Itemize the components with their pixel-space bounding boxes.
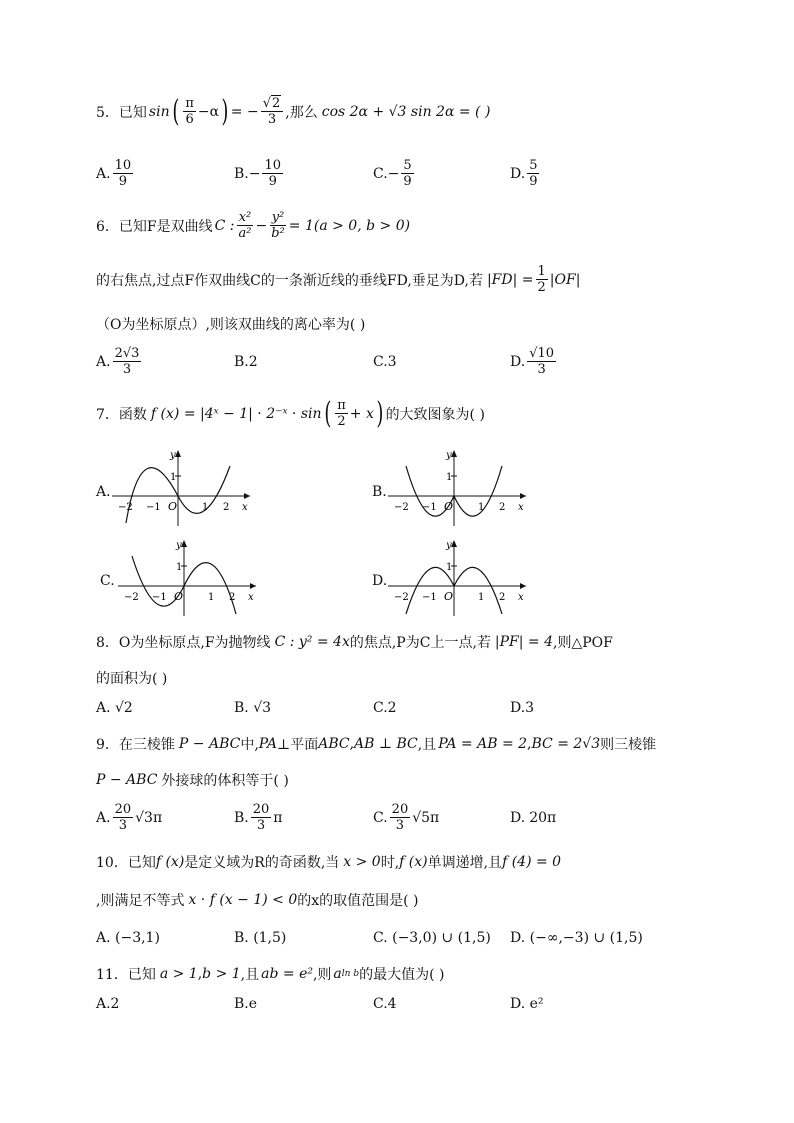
q6-stem-line2: 的右焦点,过点F作双曲线C的一条渐近线的垂线FD,垂足为D,若 |FD| = $\frac{1}{2}$ |OF| — [96, 264, 581, 295]
q9-stem-line1: 9．在三棱锥 P − ABC 中, PA ⊥平面 ABC , AB ⊥ BC ,且 PA = AB = 2 , BC = 2√3 则三棱锥 — [96, 736, 657, 753]
svg-text:−1: −1 — [422, 592, 437, 603]
q5-number: 5．已知 — [96, 104, 147, 121]
svg-text:x: x — [518, 592, 524, 603]
svg-text:1: 1 — [208, 592, 215, 603]
svg-text:−2: −2 — [394, 592, 409, 603]
x-tick-2: 2 — [223, 502, 230, 513]
q6-option-a[interactable]: A. $\frac{2√3}{3}$ — [96, 346, 140, 377]
q7-stem: 7．函数 f (x) = |4ˣ − 1| · 2⁻ˣ · sin ( $\frac{\pi}{2}$ + x ) 的大致图象为( ) — [96, 395, 485, 431]
q8-stem-line1: 8．O为坐标原点,F为抛物线 C : y² = 4x 的焦点,P为C上一点,若 |PF| = 4 ,则△POF — [96, 634, 613, 651]
q5-rparen: ) — [221, 93, 229, 129]
q8-option-a[interactable]: A. √2 — [96, 700, 133, 716]
svg-text:y: y — [446, 540, 452, 551]
q6-stem-line3: （O为坐标原点）,则该双曲线的离心率为( ) — [96, 317, 366, 333]
q5-expr: cos 2α + √3 sin 2α = ( ) — [321, 103, 491, 120]
q5-sqrt2-over-3: $\frac{√2}{3}$ — [261, 96, 284, 127]
q7-option-a-label[interactable]: A. — [96, 484, 111, 500]
q9-option-b[interactable]: B. $\frac{20}{3}$ π — [234, 802, 283, 833]
q6-option-d[interactable]: D. $\frac{√10}{3}$ — [510, 346, 555, 377]
q5-pi-over-6: $\frac{\pi}{6}$ — [185, 96, 194, 127]
q5-eq: = − — [230, 103, 259, 120]
svg-text:y: y — [176, 540, 182, 551]
q5-option-c[interactable]: C. − $\frac{5}{9}$ — [373, 158, 412, 189]
q11-option-d[interactable]: D. e² — [510, 996, 544, 1012]
q7-graph-b[interactable] — [388, 448, 528, 528]
y-tick-1: 1 — [170, 472, 177, 483]
svg-text:y: y — [446, 450, 452, 461]
x-tick-m2: −2 — [118, 502, 133, 513]
q10-option-d[interactable]: D. (−∞,−3) ∪ (1,5) — [510, 930, 643, 946]
svg-text:−2: −2 — [124, 592, 139, 603]
q8-option-c[interactable]: C.2 — [373, 700, 397, 716]
q6-option-b[interactable]: B.2 — [234, 354, 258, 370]
svg-text:1: 1 — [446, 472, 453, 483]
q9-option-d[interactable]: D. 20π — [510, 810, 557, 826]
q7-graph-a[interactable] — [112, 448, 252, 528]
svg-text:O: O — [444, 500, 454, 513]
q7-option-b-label[interactable]: B. — [372, 484, 387, 500]
q5-lparen: ( — [171, 93, 179, 129]
q7-option-d-label[interactable]: D. — [372, 573, 388, 589]
y-arrow-icon — [451, 450, 457, 457]
q11-stem: 11．已知 a > 1 , b > 1 ,且 ab = e² ,则 a ln b 的最大值为( ) — [96, 966, 445, 983]
svg-text:2: 2 — [499, 502, 506, 513]
svg-text:1: 1 — [478, 502, 485, 513]
q5-option-a[interactable]: A. $\frac{10}{9}$ — [96, 158, 132, 189]
q5-option-d[interactable]: D. $\frac{5}{9}$ — [510, 158, 538, 189]
x-arrow-icon — [250, 583, 256, 589]
q9-option-c[interactable]: C. $\frac{20}{3}$ √5π — [373, 802, 440, 833]
q6-stem-line1: 6．已知F是双曲线 C : $\frac{\text{x²}}{\text{a²}}$ − $\frac{\text{y²}}{\text{b²}}$ = 1(a > 0, b > 0) — [96, 210, 411, 241]
q5-stem — [96, 93, 491, 129]
svg-text:−2: −2 — [394, 502, 409, 513]
origin-label: O — [168, 500, 178, 513]
svg-text:O: O — [174, 590, 184, 603]
svg-text:x: x — [518, 502, 524, 513]
q10-option-c[interactable]: C. (−3,0) ∪ (1,5) — [373, 930, 491, 946]
q7-graph-c[interactable] — [118, 538, 258, 618]
q5-then: ,那么 — [285, 104, 318, 121]
x-arrow-icon — [520, 493, 526, 499]
x-arrow-icon — [244, 493, 250, 499]
svg-text:−1: −1 — [422, 502, 437, 513]
x-arrow-icon — [520, 583, 526, 589]
svg-text:x: x — [248, 592, 254, 603]
q5-option-b[interactable]: B. − $\frac{10}{9}$ — [234, 158, 282, 189]
q5-minus-alpha: −α — [197, 103, 220, 120]
q8-option-b[interactable]: B. √3 — [234, 700, 272, 716]
q10-stem-line1: 10．已知 f (x) 是定义域为R的奇函数,当 x > 0 时, f (x) 单调递增,且 f (4) = 0 — [96, 854, 562, 871]
q10-option-a[interactable]: A. (−3,1) — [96, 930, 160, 946]
q9-option-a[interactable]: A. $\frac{20}{3}$ √3π — [96, 802, 163, 833]
svg-text:1: 1 — [176, 562, 183, 573]
y-arrow-icon — [451, 540, 457, 547]
q8-option-d[interactable]: D.3 — [510, 700, 535, 716]
q10-stem-line2: ,则满足不等式 x · f (x − 1) < 0 的x的取值范围是( ) — [96, 892, 419, 909]
q9-stem-line2: P − ABC 外接球的体积等于( ) — [96, 772, 289, 789]
x-tick-1: 1 — [202, 502, 209, 513]
q8-stem-line2: 的面积为( ) — [96, 671, 168, 687]
svg-text:1: 1 — [446, 562, 453, 573]
svg-text:O: O — [444, 590, 454, 603]
svg-text:−1: −1 — [152, 592, 167, 603]
q7-graph-d[interactable] — [388, 538, 528, 618]
x-label: x — [242, 502, 248, 513]
svg-text:1: 1 — [478, 592, 485, 603]
q6-option-c[interactable]: C.3 — [373, 354, 397, 370]
q5-sin: sin — [148, 103, 170, 120]
y-arrow-icon — [175, 450, 181, 457]
q11-option-b[interactable]: B.e — [234, 996, 258, 1012]
x-tick-m1: −1 — [146, 502, 161, 513]
y-arrow-icon — [181, 540, 187, 547]
q11-option-a[interactable]: A.2 — [96, 996, 120, 1012]
q11-option-c[interactable]: C.4 — [373, 996, 397, 1012]
svg-text:2: 2 — [229, 592, 236, 603]
q10-option-b[interactable]: B. (1,5) — [234, 930, 287, 946]
q7-option-c-label[interactable]: C. — [100, 573, 115, 589]
svg-text:2: 2 — [499, 592, 506, 603]
y-label: y — [170, 450, 176, 461]
